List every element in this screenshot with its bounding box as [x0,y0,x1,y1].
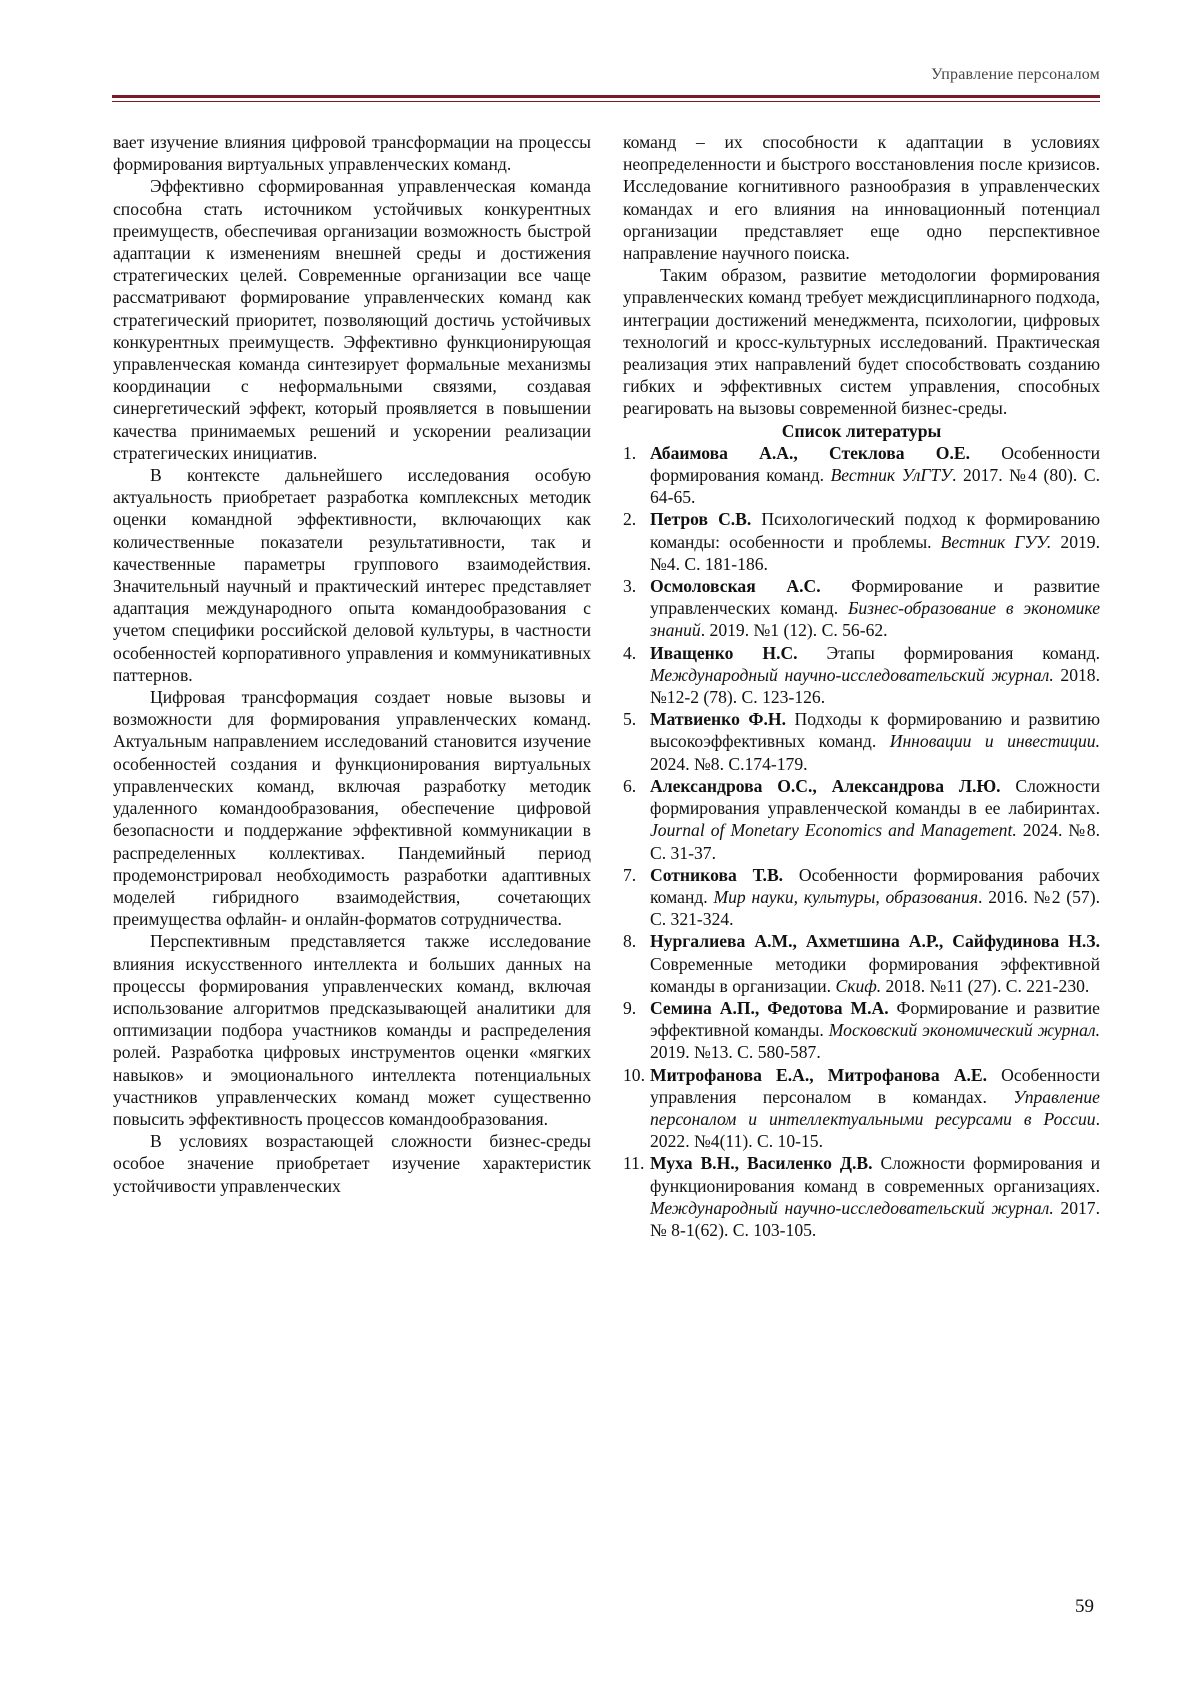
reference-title: Психологический подход к формированию команды: особенности и проблемы. [650,509,1100,552]
reference-details: 2024. №8. С.174-179. [650,753,808,774]
references-heading: Список литературы [781,420,942,441]
reference-source: Journal of Monetary Economics and Management. [650,820,1017,841]
reference-item [623,442,1100,509]
reference-number: 1. [623,442,637,463]
reference-number: 8. [623,931,637,952]
reference-title: Формирование и развитие управленческих команд. [650,576,1100,619]
reference-authors: Осмоловская А.С. [650,576,821,597]
paragraph: В условиях возрастающей сложности бизнес-среды особое значение приобретает изучение характеристик устойчивости управленческих [113,1131,591,1196]
reference-item [623,708,1100,775]
reference-item [623,575,1100,642]
reference-title: Особенности формирования рабочих команд. [650,864,1100,907]
reference-title: Особенности управления персоналом в командах. [650,1064,1100,1107]
journal-section-title: Управление персоналом [931,66,1100,83]
reference-source: Международный научно-исследовательский журнал. [650,664,1054,685]
reference-item [623,775,1100,864]
reference-number: 3. [623,576,637,597]
paragraph: Эффективно сформированная управленческая команда способна стать источником устойчивых конкурентных преимуществ, обеспечивая организации возможность быстрой адаптации к изменениям внешней среды и достижения стратегических целей. Современные организации все чаще рассматривают формирование управленческих команд как стратегический приоритет, позволяющий достичь устойчивых конкурентных преимуществ. Эффективно функционирующая управленческая команда синтезирует формальные механизмы координации с неформальными связями, создавая синергетический эффект, который проявляется в повышении качества принимаемых решений и ускорении реализации стратегических инициатив. [113,176,591,463]
reference-source: Скиф. [835,975,882,996]
reference-details: 2019. №13. С. 580-587. [650,1042,821,1063]
reference-source: Управление персоналом и интеллектуальными ресурсами в России [650,1086,1100,1129]
page-number: 59 [1075,1596,1094,1617]
reference-details: 2017. № 8-1(62). С. 103-105. [650,1197,1101,1240]
reference-title: Сложности формирования и функционирования команд в современных организациях. [650,1153,1100,1196]
reference-authors: Иващенко Н.С. [650,642,798,663]
reference-title: Подходы к формированию и развитию высокоэффективных команд. [650,709,1100,752]
paragraph: Перспективным представляется также исследование влияния искусственного интеллекта и больших данных на процессы формирования управленческих команд, включая использование алгоритмов предсказывающей аналитики для оптимизации подбора участников команды и распределения ролей. Разработка цифровых инструментов оценки «мягких навыков» и эмоционального интеллекта потенциальных участников управленческих команд может существенно повысить эффективность процессов командообразования. [113,931,591,1129]
references-list [623,442,1100,1241]
reference-authors: Семина А.П., Федотова М.А. [650,997,889,1018]
reference-item [623,1152,1100,1241]
reference-details: . 2019. №1 (12). С. 56-62. [700,620,888,641]
reference-number: 11. [623,1153,645,1174]
reference-number: 5. [623,709,637,730]
reference-item [623,864,1100,931]
left-column [113,131,591,1197]
reference-source: Вестник УлГТУ [830,465,953,486]
reference-title: Формирование и развитие эффективной команды. [650,997,1100,1041]
reference-source: Инновации и инвестиции. [889,731,1100,752]
header-rule-thick [112,95,1100,98]
reference-authors: Митрофанова Е.А., Митрофанова А.Е. [650,1064,988,1085]
reference-title: Современные методики формирования эффективной команды в организации. [650,953,1100,996]
paragraph: В контексте дальнейшего исследования особую актуальность приобретает разработка комплексных методик оценки командной эффективности, включающих как количественные показатели результативности, так и качественные параметры группового взаимодействия. Значительный научный и практический интерес представляет адаптация международного опыта командообразования с учетом специфики российской деловой культуры, в частности особенностей корпоративного управления и коммуникативных паттернов. [113,465,591,685]
paragraph: вает изучение влияния цифровой трансформации на процессы формирования виртуальных управленческих команд. [113,132,591,175]
reference-details: . 2017. №4 (80). С. 64-65. [650,465,1100,508]
reference-number: 10. [623,1064,645,1085]
reference-source: Московский экономический журнал. [828,1020,1100,1041]
reference-authors: Александрова О.С., Александрова Л.Ю. [650,775,1001,796]
paragraph: команд – их способности к адаптации в условиях неопределенности и быстрого восстановления после кризисов. Исследование когнитивного разнообразия в управленческих командах и его влияния на инновационный потенциал организации представляет еще одно перспективное направление научного поиска. [623,132,1100,264]
reference-number: 4. [623,642,637,663]
paragraph: Цифровая трансформация создает новые вызовы и возможности для формирования управленческих команд. Актуальным направлением исследований становится изучение особенностей создания и функционирования виртуальных управленческих команд, включая разработку методик удаленного командообразования, обеспечение цифровой безопасности и поддержание эффективной коммуникации в распределенных коллективах. Пандемийный период продемонстрировал необходимость разработки адаптивных моделей гибридного взаимодействия, сочетающих преимущества офлайн- и онлайн-форматов сотрудничества. [113,687,591,930]
reference-authors: Абаимова А.А., Стеклова О.Е. [650,442,970,463]
reference-source: Бизнес-образование в экономике знаний [650,598,1100,641]
reference-title: Этапы формирования команд. [797,642,1100,663]
reference-item [623,997,1100,1064]
reference-details: 2018. №12-2 (78). С. 123-126. [650,664,1101,708]
reference-number: 9. [623,997,637,1018]
reference-source: Мир науки, культуры, образования [713,886,979,907]
reference-authors: Петров С.В. [650,509,752,530]
reference-number: 2. [623,509,637,530]
reference-details: 2019. №4. С. 181-186. [650,531,1100,574]
header-rule-thin [112,101,1100,102]
reference-item [623,930,1100,997]
reference-authors: Нургалиева А.М., Ахметшина А.Р., Сайфудинова Н.З. [650,931,1100,952]
reference-source: Вестник ГУУ. [940,531,1052,552]
right-column [623,131,1100,1241]
reference-number: 7. [623,864,637,885]
reference-item [623,642,1100,709]
reference-details: 2024. №8. С. 31-37. [650,820,1100,863]
reference-authors: Матвиенко Ф.Н. [650,709,786,730]
reference-authors: Сотникова Т.В. [650,864,784,885]
reference-details: 2018. №11 (27). С. 221-230. [881,975,1090,996]
reference-authors: Муха В.Н., Василенко Д.В. [650,1153,873,1174]
paragraph: Таким образом, развитие методологии формирования управленческих команд требует междисциплинарного подхода, интеграции достижений менеджмента, психологии, цифровых технологий и кросс-культурных исследований. Практическая реализация этих направлений будет способствовать созданию гибких и эффективных систем управления, способных реагировать на вызовы современной бизнес-среды. [623,265,1100,419]
reference-source: Международный научно-исследовательский журнал. [650,1197,1054,1218]
reference-item [623,1064,1100,1153]
reference-title: Сложности формирования управленческой команды в ее лабиринтах. [650,775,1101,819]
reference-details: . 2016. №2 (57). С. 321-324. [650,886,1100,930]
reference-number: 6. [623,775,637,796]
reference-details: . 2022. №4(11). С. 10-15. [650,1108,1100,1152]
reference-item [623,508,1100,575]
reference-title: Особенности формирования команд. [650,442,1101,486]
